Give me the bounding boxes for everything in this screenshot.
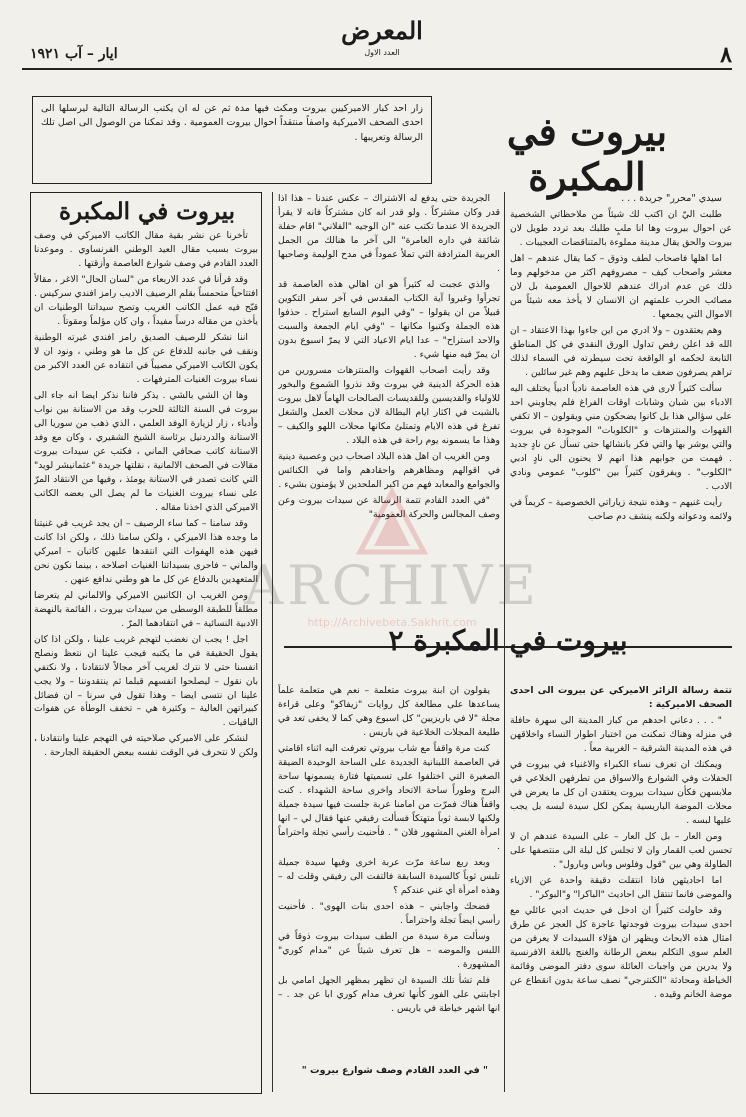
letter-paragraph: رأيت غنيهم – وهذه نتيجة زياراتي الخصوصية – كريماً في ولائمه ودعواته ولكنه ينشف دم صاحب (510, 497, 732, 523)
section-2-paragraph: فضحك واجابني – هذه احدى بنات الهوى" . فأحنيت رأسي ايضاً تجلة واحتراماً . (278, 900, 500, 926)
sidebar-paragraph: لنشكر على الاميركي صلاحيته في التهجم علينا وانتقادنا ، ولكن لا نتحرف في الوقت نفسه ببعض الحقيقة الجارحة . (34, 733, 258, 759)
section-2-footer-note: " في العدد القادم وصف شوارع بيروت " (301, 1065, 488, 1076)
editorial-note: زار احد كبار الاميركيين بيروت ومكث فيها مدة ثم عن له ان يكتب الرسالة التالية ليرسلها الى احدى الصحف الاميركية واصفاً منتقداً احوال بيروت العمومية . وقد تمكنا من الوصول الى اصل تلك الرسالة وتعريبها . (32, 96, 432, 184)
section-2-paragraph: يقولون ان ابنة بيروت متعلمة – نعم هي متعلمة علماً يساعدها على مطالعة كل روايات "زيفاكو" وعلى قراءة مجلة "لا في باريزيين" كل اسبوع وهي كما لا يخفى تعد في طليعة المجلات الخلاعية في باريس . (278, 685, 500, 738)
sidebar-paragraph: اجل ! يجب ان نغضب لتهجم غريب علينا ، ولكن اذا كان يقول الحقيقة في ما يكتبه فيجب علينا ان نتعظ ونصلح انفسنا حتى لا نترك لغريب آخر مجالاً لانتقادنا ، ولا نكتفي بان نقول – ليصلحوا انفسهم قبلما ثم ينتقدوننا – ولا يجب علينا ان نتسى ايضا – وهذا تقول في سرنا – ان فضائل كبيراتهن العالية – وكثيرة هي – تخفف الوطأة عن هفوات الباقيات . (34, 633, 258, 729)
section-2-paragraph: " . . . دعاني احدهم من كبار المدينة الى سهرة حافلة في منزله وهناك تمكنت من اختبار اطوار النساء واخلاقهن في هذه المدينة الشرقية – الغربية معاً . (510, 714, 732, 754)
section-2-paragraph: وسألت مرة سيدة من الطف سيدات بيروت ذوقاً في اللبس والموضه – هل تعرف شيئاً عن "مدام كوري" المشهورة . (278, 930, 500, 970)
section-2-paragraph: اما احاديثهن فاذا انتقلت دقيقة واحدة عن الازياء والموضى فانما تنتقل الى احاديث "الباكرا" و"البوكر" . (510, 874, 732, 900)
continuation-paragraph: ومن الغريب ان اهل هذه البلاد اصحاب دين وعصبية دينية في اقوالهم ومظاهرهم واحقادهم واما في الكنائس والجوامع والمعابد فهم من اكبر الملحدين لا يؤمنون بشيء . (278, 450, 500, 490)
letter-salutation: سيدي "محرر" جريدة . . . (621, 193, 722, 204)
sidebar-title: بيروت في المكبرة (58, 198, 236, 225)
letter-paragraph: سألت كثيراً لارى في هذه العاصمة نادياً ادبياً يختلف اليه الادباء بين شبان وشابات اوقات الفراغ فلم يجاوبني احد على سؤالي هذا بل كانوا يضحكون مني ويقولون – الا تكفي القهوات والمنتزهات و "الكلوبات" الموجودة في بيروت والتي يوشر بها والتي فكر بانشائها حتى تسأل عن نادٍ جديد . فهمت من جوابهم هذا انهم لا يحنون الى نادٍ ادبي "الكلوب" . ويفرقون كثيراً بين "كلوب" عمومي ونادي الادب . (510, 383, 732, 493)
sidebar-paragraph: وها ان الشي بالشي . يذكر فاننا نذكر ايضا انه جاء الى بيروت في السنة الثالثة للحرب وقد من الاستانة بين نواب وأدباء ، زار لزيارة الوفد العلمي ، الذي ذهب من سوريا الى الاستانة والدردنيل برئاسة الشيخ الشقيري ، وكان مع وفد الاستانة كاتب صحافي الماني ، فكتب عن سيدات بيروت مقالات في الصحف الالمانية ، نقلتها جريدة "عثمانيشر لويد" التي كانت تصدر في الاستانة يومئذ ، وفيها من الانتقاد المرّ على نساء بيروت الغنيات ما لم يصل الى بعضه الكاتب الاميركي الذي اخذنا مقاله . (34, 389, 258, 513)
watermark-text: ARCHIVE (244, 554, 540, 617)
masthead (22, 14, 732, 76)
section-2-intro: تتمة رسالة الزائر الاميركي عن بيروت الى احدى الصحف الاميركية : (510, 685, 732, 710)
letter-paragraph: طلبت اليّ ان اكتب لك شيئاً من ملاحظاتي الشخصية عن احوال بيروت وها انا ملبٍ طلبك بعد تردد طويل لان بيروت والحق يقال مدينة مملوءة بالمتناقضات العجيبات . (510, 209, 732, 249)
section-2-paragraph: فلم تشأ تلك السيدة ان تظهر بمظهر الجهل امامي بل اجابتني على الفور كأنها تعرف مدام كوري ابا عن جد . – انها اشهر خياطة في باريس . (278, 974, 500, 1014)
section-2-right-column (510, 684, 732, 1104)
continuation-paragraph: وقد رأيت اصحاب القهوات والمنتزهات مسرورين من هذه الحركة الدينية في بيروت وقد نذروا الشموع والبخور للاولياء والقديسين وللقديسات الصالحات الهاماً لاهل بيروت بالشبت في اكثار ايام البطالة لان محلات العمل والشغل تفرغ في هذه الايام وتمتلئ مكانها محلات اللهو والكيف – وهذا ما يسمونه يوم راحة في هذه البلاد . (278, 364, 500, 446)
sidebar-column (34, 229, 258, 1089)
column-divider (272, 192, 273, 1092)
continuation-paragraph: الجريدة حتى يدفع له الاشتراك – عكس عندنا – هذا اذا قدر وكان مشتركاً . ولو قدر انه كان مشتركاً فانه لا يقرأ الجريدة الا عندما تكتب عنه "ان الوجيه "الفلاني" اقام حفلة شائقة في داره العامرة" الى آخر ما هنالك من الجمل العربية المترادفة التي تملأ عموداً في مدح الوليمة وصاحبها . (278, 193, 500, 274)
section-2-paragraph: وقد حاولت كثيراً ان ادخل في حديث ادبي عائلي مع احدى سيدات بيروت فوجدتها عاجزة كل العجز عن طرق امثال هذه الابحاث ويظهر ان هؤلاء السيدات لا يعرفن من العلم سوى التكلم ببعض الرطانة والغنج باللغة الافرنسية ولا يدرين من واجبات العائلة سوى دفتر الموضى وقائمة الخياطة ومحادثة "الكنترجي" نصف ساعة بدون انقطاع عن موضة الخانم وقيده . (510, 904, 732, 1000)
sidebar-paragraph: تأخرنا عن نشر بقية مقال الكاتب الاميركي في وصف بيروت بسبب مقال العيد الوطني الفرنساوي . وموعدنا العدد القادم في وصف شوارع العاصمة وأزقتها . (34, 230, 258, 269)
section-2-paragraph: وبعد ربع ساعة مرّت عربة اخرى وفيها سيدة جميلة تلبس ثوباً كالسيدة السابقة فالتفت الى رفيقي وقلت له – وهذه امرأة أي غني عندكم ؟ (278, 856, 500, 896)
sidebar-paragraph: ومن الغريب ان الكاتبين الاميركي والالماني لم يتعرضا مطلقاً للطبقة الوسطى من سيدات بيروت ، القائمة بالنهضة الادبية النسائية – في انتقادهما المرّ . (34, 589, 258, 629)
section-2-paragraph: ويمكنك ان تعرف نساء الكبراء والاغنياء في بيروت في الحفلات وفي الشوارع والاسواق من تطرفهن الخلاعي في ملابسهن فكأن سيدات بيروت يعتقدن ان كل ما يعرض في محلات الموضة الباريسية يمكن لكل سيدة لبسه بل يجب عليها لبسه . (510, 758, 732, 826)
issue-date: ايار – آب ١٩٢١ (30, 46, 118, 62)
sidebar-paragraph: اننا نشكر للرصيف الصديق رامز افندي غيرته الوطنية ونقف في جانبه للدفاع عن كل ما هو وطني ، ونود ان لا يكون الكاتب الاميركي مصيباً في انتقاده عن العدد الاكبر من نساء بيروت الغنيات المترفهات . (34, 331, 258, 385)
section-2-paragraph: كنت مرة واقفاً مع شاب بيروتي تعرفت اليه اثناء اقامتي في العاصمة اللبنانية الجديدة على الساحة الوحيدة الضيقة الصغيرة التي اختلفوا على تسميتها فتارة يسمونها ساحة البرج وطوراً ساحة الاتحاد واخرى ساحة الشهداء . كنت واقفاً هناك فمرّت من امامنا عربة جلست فيها سيدة جميلة ولكنها لابسة ثوباً متهتكاً فسألت رفيقي عنها فقال لي – انها امرأة الغني المشهور فلان " . فأحنيت رأسي تجلة واحتراماً . (278, 742, 500, 852)
issue-label: العدد الاول (364, 48, 400, 57)
section-2-title (284, 624, 732, 676)
letter-column (510, 192, 732, 624)
section-2-paragraph: ومن العار – بل كل العار – على السيدة عندهم ان لا تحسن لعب القمار وان لا تجلس كل ليلة الى منتصفها على الطاولة وهي بين "قول وفلوس وباس وبارول" . (510, 830, 732, 870)
continuation-paragraph: والذي عجبت له كثيراً هو ان اهالي هذه العاصمة قد تجرأوا وغيروا آية الكتاب المقدس في آخر سفر التكوين قبيلاً من ان يقولوا – "وفي اليوم السابع استراح . حذفوا هذه الجملة وكتبوا مكانها – "وفي ايام الجمعة والسبت والاحد استراح" – عدا ايام الاعياد التي لا يمرّ اسبوع بدون ان يمرّ فيه منها شيء . (278, 278, 500, 360)
magazine-page (22, 14, 732, 1104)
letter-paragraph: اما اهلها فاصحاب لطف وذوق – كما يقال عندهم – اهل معشر واصحاب كيف – مصروفهم اكثر من مدخولهم وما ذلك عن عدم ادراك عندهم للاحوال العمومية بل لان مصائب الحرب علمتهم ان الانسان لا يأخذ معه شيئاً من الاموال التي يجمعها . (510, 253, 732, 321)
letter-paragraph: وهم يعتقدون – ولا ادري من اين جاءوا بهذا الاعتقاد – ان الله قد اعلن رفض تداول الورق النقدي في كل المناطق التابعة لحكمه او الواقعة تحت سيطرته في السماء لذلك تراهم يصرفون ضعف ما يدخل عليهم وهم غير سائلين . (510, 325, 732, 379)
page-number: ٨ (720, 42, 732, 68)
main-title: بيروت في المكبرة (506, 109, 668, 199)
sidebar-paragraph: وقد قرأنا في عدد الاربعاء من "لسان الحال" الاغر ، مقالاً افتتاحياً متحمساً بقلم الرصيف الاديب رامز افندي سركيس . قبّح فيه عمل الكاتب الغريب وتصح سيداتنا الوطنيات ان يأخذن من مقاله درساً مفيداً ، وان كان مؤلماً ومقوتاً . (34, 273, 258, 327)
letter-continuation-column (278, 192, 500, 624)
watermark-url: http://Archivebeta.Sakhrit.com (307, 616, 477, 629)
section-2-middle-column (278, 684, 500, 1104)
section-2-heading: بيروت في المكبرة ٢ (388, 624, 628, 657)
next-issue-note: "في العدد القادم تتمة الرسالة عن سيدات بيروت وعن وصف المجالس والحركة العمومية" (278, 494, 500, 520)
sidebar-paragraph: وقد سامنا – كما ساء الرصيف – ان يجد غريب في غنيتنا ما وجده هذا الاميركي ، ولكن سامنا ذلك ، ولكن اذا كانت فيهن هذه الهفوات التي انتقدها عليهن كاتبان – اميركي والماني – فاحرى بسيداتنا الغنيات اصلاحه ، بينما نكون نحن المتعهدين بالدفاع عن كل ما هو وطني ندافع عنهن . (34, 517, 258, 585)
magazine-logo: المعرض (341, 16, 423, 45)
header-rule (22, 68, 732, 70)
